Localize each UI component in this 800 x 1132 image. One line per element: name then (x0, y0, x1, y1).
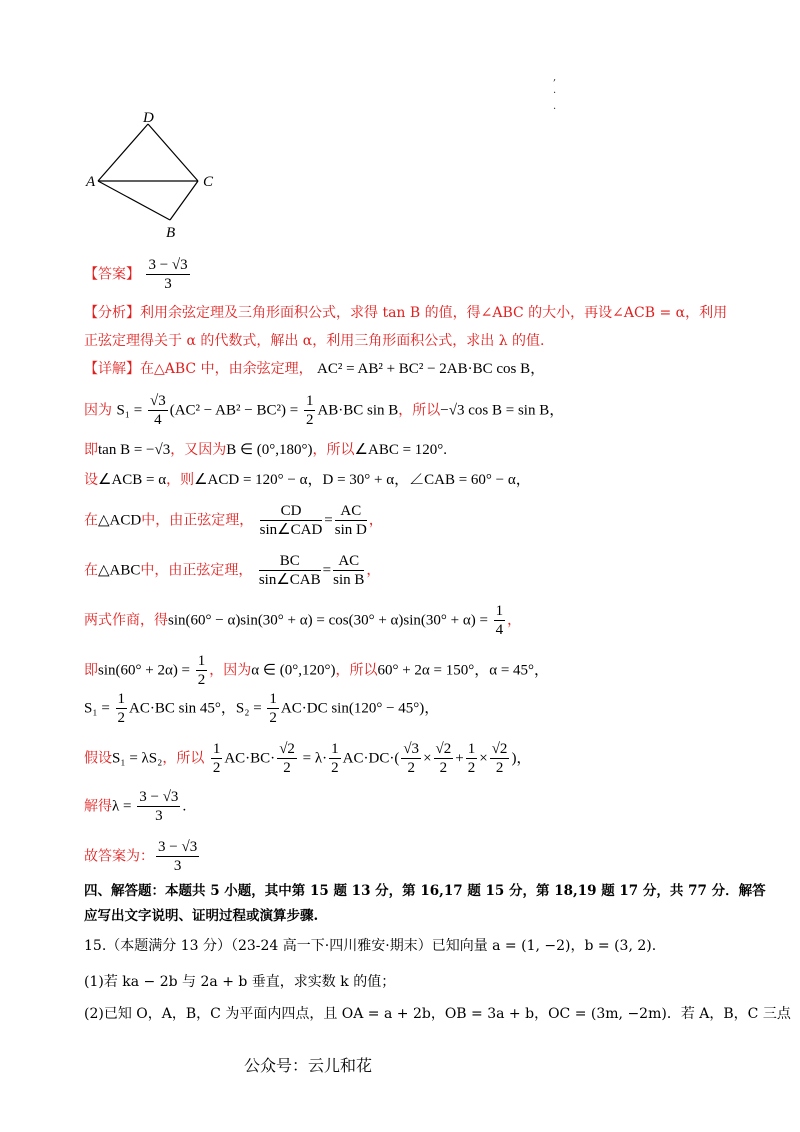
detail-line-3 (84, 440, 447, 460)
fraction: $\frac{1}{2}$ (305, 393, 314, 428)
fraction: $\frac{BC}{\text{sin∠CAB}}$ (258, 553, 321, 588)
fraction: $\frac{1}{2}$ (197, 653, 206, 688)
segment-AB (98, 181, 170, 220)
fraction: $\frac{AC}{\text{sin D}}$ (334, 503, 367, 538)
detail-math: S₁ = (84, 700, 114, 717)
detail-line-5: 在△ACD中，由正弦定理， $\frac{CD}{\text{sin∠CAD}}$ = $\frac{AC}{\text{sin D}}$ ， (84, 503, 383, 538)
detail-line-9 (84, 690, 439, 727)
label-D: D (143, 110, 154, 126)
fraction: $\frac{1}{2}$ (467, 741, 476, 776)
detail-text: 故答案为： (84, 848, 154, 865)
segment-CB (170, 181, 198, 220)
detail-text: ，因为 (209, 662, 252, 679)
detail-line-10: 假设S₁ = λS₂，所以 $\frac{1}{2}$ AC·BC· $\frac{√2}{2}$ = λ· $\frac{1}{2}$ AC·DC·( $\frac{√3}{2}$ × $\frac{√2}{2}$ + $\frac{1}{2}$ × $\frac{√2}{2}$ )， (84, 741, 532, 776)
detail-tag: 【详解】 (84, 361, 140, 377)
detail-math: sin(60° + 2α) = (98, 662, 194, 679)
footer-watermark: 公众号：云儿和花 (244, 1056, 373, 1075)
question-15-part-1: (1)若 ka − 2b 与 2a + b 垂直，求实数 k 的值； (84, 974, 396, 990)
detail-math: 60° + 2α = 150°，α = 45°， (377, 662, 550, 679)
analysis-tag: 【分析】 (84, 305, 140, 321)
detail-text: ，所以 (335, 662, 378, 679)
detail-text: 设 (84, 472, 98, 488)
detail-line-1 (84, 359, 545, 379)
label-A: A (86, 174, 96, 190)
detail-math: sin(60° − α)sin(30° + α) = cos(30° + α)sin(30° + α) = (168, 612, 492, 629)
detail-math: AC·BC· (224, 750, 276, 767)
answer-line (84, 256, 192, 293)
detail-math: AC·DC·( (342, 750, 400, 767)
detail-math: = λ· (298, 750, 328, 767)
answer-fraction: $\frac{3 - √3}{3}$ (148, 257, 188, 292)
fraction: $\frac{CD}{\text{sin∠CAD}}$ (259, 503, 323, 538)
detail-text: 即 (84, 442, 98, 458)
detail-math: S₁ = λS₂ (112, 750, 163, 767)
analysis-line-1 (84, 303, 727, 323)
detail-text: 假设 (84, 750, 112, 767)
fraction: $\frac{√3}{4}$ (149, 393, 166, 428)
segment-DA (98, 124, 148, 181)
detail-math: AC² = AB² + BC² − 2AB·BC cos B， (317, 361, 546, 377)
analysis-text-1: 利用余弦定理及三角形面积公式，求得 tan B 的值，得∠ABC 的大小，再设∠ACB = α，利用 (140, 305, 728, 321)
detail-math: AC·DC sin(120° − 45°)， (280, 700, 440, 717)
question-15-stem: 15.（本题满分 13 分）（23-24 高一下·四川雅安·期末）已知向量 a = (1, −2)，b = (3, 2). (84, 938, 657, 954)
detail-math: )， (511, 750, 532, 767)
label-B: B (166, 225, 176, 241)
fraction: $\frac{1}{2}$ (212, 741, 221, 776)
detail-text: 解得 (84, 798, 112, 815)
detail-text: ，所以 (398, 402, 441, 419)
detail-math: B ∈ (0°,180°) (226, 442, 313, 458)
detail-text: 即 (84, 662, 98, 679)
detail-math: α ∈ (0°,120°) (251, 662, 336, 679)
detail-text: 两式作商，得 (84, 612, 168, 629)
fraction: $\frac{√3}{2}$ (403, 741, 420, 776)
detail-math: ∠ACB = α (98, 472, 167, 488)
question-15-part-2: (2)已知 O，A，B，C 为平面内四点，且 OA = a + 2b，OB = 3a + b，OC = (3m, −2m)．若 A，B，C 三点 (84, 1006, 791, 1022)
fraction: $\frac{√2}{2}$ (491, 741, 508, 776)
detail-math: △ABC (98, 562, 141, 579)
detail-line-4 (84, 470, 531, 490)
fraction: $\frac{1}{2}$ (117, 691, 126, 726)
detail-math: ∠ACD = 120° − α，D = 30° + α，∠CAB = 60° − α， (194, 472, 531, 488)
detail-math: AB·BC sin B (317, 402, 399, 419)
detail-text: ，所以 (312, 442, 355, 458)
detail-text: 在 (84, 512, 98, 529)
detail-math: λ = (112, 798, 136, 815)
fraction: $\frac{3 - √3}{3}$ (158, 839, 198, 874)
fraction: $\frac{√2}{2}$ (279, 741, 295, 776)
detail-text: ，又因为 (170, 442, 227, 458)
section-heading-line-1: 四、解答题：本题共 5 小题，其中第 15 题 13 分，第 16,17 题 15 分，第 18,19 题 17 分，共 77 分．解答 (84, 883, 766, 899)
detail-math: −√3 cos B = sin B， (440, 402, 565, 419)
analysis-text-2: 正弦定理得关于 α 的代数式，解出 α，利用三角形面积公式，求出 λ 的值. (84, 333, 545, 349)
detail-line-8 (84, 652, 549, 689)
label-C: C (203, 174, 214, 190)
detail-line-6: 在△ABC中，由正弦定理， $\frac{BC}{\text{sin∠CAB}}$ = $\frac{AC}{\text{sin B}}$ ， (84, 553, 381, 588)
detail-text: 因为 (84, 402, 112, 419)
detail-math: (AC² − AB² − BC²) = (169, 402, 302, 419)
detail-text: 在 (84, 562, 98, 579)
fraction: $\frac{1}{2}$ (331, 741, 339, 776)
fraction: $\frac{1}{2}$ (269, 691, 277, 726)
fraction: $\frac{1}{4}$ (495, 603, 504, 638)
detail-math: tan B = −√3 (98, 442, 171, 458)
detail-text: 中，由正弦定理， (141, 512, 254, 529)
fraction: $\frac{√2}{2}$ (435, 741, 452, 776)
detail-math: △ACD (98, 512, 142, 529)
segment-DC (148, 124, 198, 181)
analysis-line-2 (84, 331, 544, 351)
answer-tag: 【答案】 (84, 266, 140, 283)
decorative-dots: , · · (553, 72, 557, 115)
detail-math: AC·BC sin 45°，S₂ = (129, 700, 266, 717)
detail-text: ，所以 (162, 750, 205, 767)
detail-line-11: 解得λ = $\frac{3 - √3}{3}$ . (84, 789, 187, 824)
section-heading-line-2: 应写出文字说明、证明过程或演算步骤. (84, 908, 319, 924)
fraction: $\frac{AC}{\text{sin B}}$ (333, 553, 365, 588)
detail-math: S₁ = (116, 402, 146, 419)
detail-line-2 (84, 392, 564, 429)
fraction: $\frac{3 - √3}{3}$ (139, 789, 179, 824)
detail-text: 中，由正弦定理， (140, 562, 253, 579)
detail-line-7: 两式作商，得sin(60° − α)sin(30° + α) = cos(30° + α)sin(30° + α) = $\frac{1}{4}$ ， (84, 603, 522, 638)
detail-line-12 (84, 838, 201, 875)
detail-math: ∠ABC = 120°. (354, 442, 448, 458)
detail-text: 在△ABC 中，由余弦定理， (140, 361, 313, 377)
detail-text: ，则 (166, 472, 195, 488)
